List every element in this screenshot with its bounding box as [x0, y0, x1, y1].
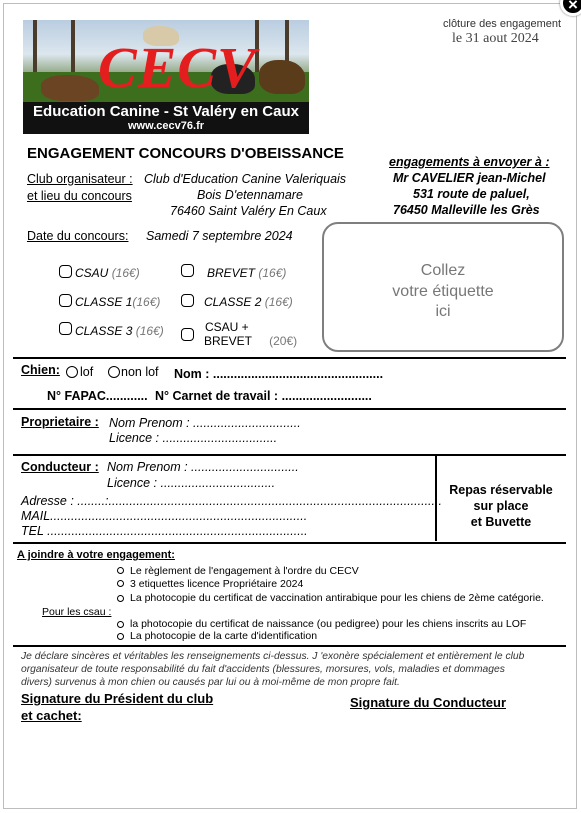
csau-attachment-item: La photocopie de la carte d'identification: [130, 630, 318, 642]
sticker-text-1: Collez: [420, 262, 466, 279]
sticker-text-2: votre étiquette: [392, 283, 494, 300]
driver-label: Conducteur :: [21, 460, 99, 474]
logo-dog-image: [259, 60, 305, 94]
lof-label: lof: [80, 365, 94, 379]
contest-date-label: Date du concours:: [27, 229, 129, 243]
divider: [13, 454, 566, 456]
attachment-item: Le règlement de l'engagement à l'ordre du CECV: [130, 565, 359, 577]
owner-name-field[interactable]: Nom Prenom : ...............................: [109, 416, 301, 430]
classe3-checkbox[interactable]: [59, 322, 72, 335]
logo-cecv-text: CECV: [98, 35, 257, 100]
address-field[interactable]: Adresse : ........:................................................................................................: [21, 494, 442, 508]
tel-field[interactable]: TEL ...........................................................................: [21, 524, 308, 538]
contest-date-value: Samedi 7 septembre 2024: [146, 229, 293, 243]
mail-field[interactable]: MAIL..........................................................................: [21, 509, 308, 523]
logo-tree: [71, 20, 75, 80]
csau-attachment-item: la photocopie du certificat de naissance (ou pedigree) pour les chiens inscrits au LOF: [130, 618, 527, 630]
meal-text-2: sur place: [473, 499, 529, 513]
lof-radio[interactable]: [66, 366, 78, 378]
classe1-checkbox[interactable]: [59, 294, 72, 307]
club-city: 76460 Saint Valéry En Caux: [170, 204, 327, 218]
president-signature-label: Signature du Président du club: [21, 691, 214, 706]
classe3-label: CLASSE 3 (16€): [75, 324, 164, 338]
club-label-2: et lieu du concours: [27, 189, 132, 203]
brevet-checkbox[interactable]: [181, 264, 194, 277]
sticker-placeholder: [322, 222, 564, 352]
logo-url: www.cecv76.fr: [127, 120, 205, 132]
bullet-icon: [117, 595, 124, 602]
close-icon: ×: [568, 0, 578, 14]
divider: [13, 357, 566, 359]
dog-label: Chien:: [21, 363, 60, 377]
club-name: Club d'Education Canine Valeriquais: [144, 172, 347, 186]
declaration-line-2: organisateur de toute responsabilité du fait d'accidents (blessures, morsures, vols, maladies et dommages: [21, 664, 505, 675]
csau-attachments-label: Pour les csau :: [42, 606, 112, 618]
brevet-label: BREVET (16€): [207, 266, 287, 280]
send-to-street: 531 route de paluel,: [413, 187, 530, 201]
driver-signature-label: Signature du Conducteur: [350, 695, 506, 710]
driver-name-field[interactable]: Nom Prenom : ...............................: [107, 460, 299, 474]
fapac-field[interactable]: N° FAPAC............: [47, 389, 148, 403]
attachment-item: La photocopie du certificat de vaccination antirabique pour les chiens de 2ème catégorie.: [130, 592, 544, 604]
csau-label: CSAU (16€): [75, 266, 140, 280]
send-to-label: engagements à envoyer à :: [389, 155, 550, 169]
club-logo: [23, 20, 309, 134]
divider: [13, 542, 566, 544]
non-lof-radio[interactable]: [108, 366, 120, 378]
bullet-icon: [117, 567, 124, 574]
closing-label: clôture des engagement: [443, 18, 562, 30]
csau-brevet-label-1: CSAU +: [205, 320, 249, 334]
declaration-line-1: Je déclare sincères et véritables les renseignements ci-dessus. J 'exonère spécialement et entièrement le club: [21, 651, 525, 662]
logo-dog-image: [41, 75, 99, 101]
sticker-text-3: ici: [435, 303, 451, 320]
csau-brevet-checkbox[interactable]: [181, 328, 194, 341]
meal-text-1: Repas réservable: [449, 483, 553, 497]
attachment-item: 3 etiquettes licence Propriétaire 2024: [130, 578, 304, 590]
divider: [13, 408, 566, 410]
logo-subtitle: Education Canine - St Valéry en Caux: [33, 103, 299, 120]
club-label: Club organisateur :: [27, 172, 133, 186]
bullet-icon: [117, 621, 124, 628]
owner-label: Proprietaire :: [21, 415, 99, 429]
club-place: Bois D'etennamare: [197, 188, 303, 202]
classe1-label: CLASSE 1(16€): [75, 295, 161, 309]
csau-brevet-label-2: BREVET (20€): [204, 334, 298, 348]
csau-checkbox[interactable]: [59, 265, 72, 278]
bullet-icon: [117, 580, 124, 587]
send-to-city: 76450 Malleville les Grès: [393, 203, 540, 217]
send-to-name: Mr CAVELIER jean-Michel: [393, 171, 546, 185]
closing-date: le 31 aout 2024: [452, 31, 539, 46]
divider: [13, 645, 566, 647]
carnet-field[interactable]: N° Carnet de travail : ..........................: [155, 389, 372, 403]
bullet-icon: [117, 633, 124, 640]
driver-license-field[interactable]: Licence : .................................: [107, 476, 276, 490]
non-lof-label: non lof: [121, 365, 159, 379]
form-title: ENGAGEMENT CONCOURS D'OBEISSANCE: [27, 145, 344, 162]
owner-license-field[interactable]: Licence : .................................: [109, 431, 278, 445]
classe2-label: CLASSE 2 (16€): [204, 295, 293, 309]
president-signature-label-2: et cachet:: [21, 708, 82, 723]
classe2-checkbox[interactable]: [181, 294, 194, 307]
attachments-label: A joindre à votre engagement:: [17, 549, 175, 561]
meal-text-3: et Buvette: [470, 515, 532, 529]
declaration-line-3: divers) survenus à mon chien ou causés par lui ou à moi-même de mon propre fait.: [21, 677, 400, 688]
dog-name-field[interactable]: Nom : .................................................: [174, 367, 384, 381]
